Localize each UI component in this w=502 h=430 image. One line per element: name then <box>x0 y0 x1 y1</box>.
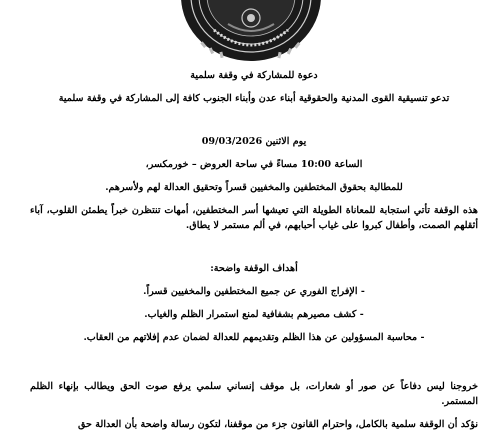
invitation-document <box>30 68 478 430</box>
date-line: يوم الاثنين 09/03/2026 <box>201 136 307 147</box>
closing-paragraph-1: خروجنا ليس دفاعاً عن صور أو شعارات، بل موقف إنساني سلمي يرفع صوت الحق ويطالب بإنهاء الظلم المستمر. <box>30 381 478 407</box>
intro-line: تدعو تنسيقية القوى المدنية والحقوقية أبناء عدن وأبناء الجنوب كافة إلى المشاركة في وقفة سلمية <box>58 93 450 104</box>
time-location-line: الساعة 10:00 مساءً في ساحة العروض – خورمكسر، <box>145 159 363 170</box>
closing-paragraph-2: نؤكد أن الوقفة سلمية بالكامل، واحترام القانون جزء من موقفنا، لتكون رسالة واضحة بأن العدالة حق <box>77 419 478 430</box>
logo-container <box>0 0 502 62</box>
purpose-line: للمطالبة بحقوق المختطفين والمخفيين قسراً وتحقيق العدالة لهم ولأسرهم. <box>105 182 403 193</box>
context-paragraph: هذه الوقفة تأتي استجابة للمعاناة الطويلة التي تعيشها أسر المختطفين، أمهات تنتظرن خبراً يطمئن القلوب، آباء أثقلهم الصمت، وأطفال كبروا على غياب أحبابهم، في ألم مستمر لا يطاق. <box>30 205 478 231</box>
goal-item: - محاسبة المسؤولين عن هذا الظلم وتقديمهم للعدالة لضمان عدم إفلاتهم من العقاب. <box>83 332 425 343</box>
goals-heading: أهداف الوقفة واضحة: <box>210 263 298 274</box>
organization-seal-logo <box>180 0 322 62</box>
goal-item: - الإفراج الفوري عن جميع المختطفين والمخفيين قسراً. <box>143 286 365 297</box>
document-title: دعوة للمشاركة في وقفة سلمية <box>190 70 318 81</box>
goal-item: - كشف مصيرهم بشفافية لمنع استمرار الظلم والغياب. <box>144 309 364 320</box>
